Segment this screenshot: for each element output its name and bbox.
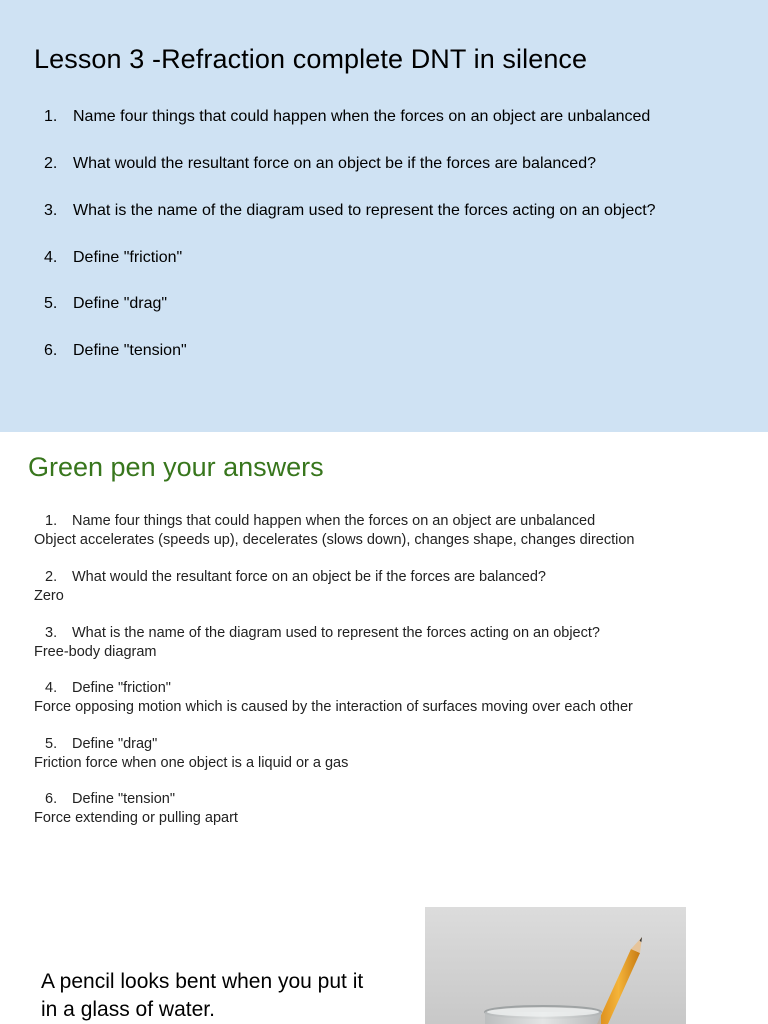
lesson-slide [0, 0, 768, 432]
question-item [44, 295, 167, 313]
pencil-glass-illustration [425, 907, 686, 1024]
answer-item [34, 568, 546, 606]
answers-slide [0, 432, 768, 872]
answer-text: Object accelerates (speeds up), decelerates (slows down), changes shape, changes direction [34, 532, 635, 548]
answer-item [34, 512, 634, 550]
question-number: 4. [44, 249, 58, 266]
question-item [44, 249, 182, 267]
answer-item [34, 790, 238, 828]
answer-text: Friction force when one object is a liquid or a gas [34, 755, 349, 771]
answer-number: 4. [45, 680, 58, 696]
answer-item [34, 735, 348, 773]
answer-question-text: Name four things that could happen when the forces on an object are unbalanced [72, 513, 596, 529]
question-number: 5. [44, 295, 58, 312]
answer-question [34, 679, 633, 697]
answer-question [34, 735, 348, 753]
answer-question [34, 624, 600, 642]
answer-item [34, 679, 633, 717]
refraction-slide [0, 872, 768, 1024]
answer-question-text: What would the resultant force on an object be if the forces are balanced? [72, 569, 546, 585]
caption-text: A pencil looks bent when you put it in a glass of water. [41, 970, 364, 1021]
answer-question-text: What is the name of the diagram used to represent the forces acting on an object? [72, 625, 600, 641]
question-number: 6. [44, 342, 58, 359]
question-text: What would the resultant force on an object be if the forces are balanced? [73, 155, 596, 172]
question-item [44, 202, 656, 220]
answer-text: Zero [34, 588, 64, 604]
question-number: 1. [44, 108, 58, 125]
answer-question-text: Define "tension" [72, 791, 175, 807]
answer-question [34, 568, 546, 586]
answer-number: 3. [45, 625, 58, 641]
answers-title: Green pen your answers [28, 452, 324, 482]
question-text: What is the name of the diagram used to represent the forces acting on an object? [73, 202, 656, 219]
answer-number: 1. [45, 513, 58, 529]
question-number: 3. [44, 202, 58, 219]
question-text: Name four things that could happen when the forces on an object are unbalanced [73, 108, 651, 125]
question-text: Define "tension" [73, 342, 187, 359]
answer-item [34, 624, 600, 662]
answer-number: 5. [45, 736, 58, 752]
answer-number: 6. [45, 791, 58, 807]
slide-title: Lesson 3 -Refraction complete DNT in silence [34, 44, 588, 74]
answer-text: Free-body diagram [34, 644, 157, 660]
question-text: Define "friction" [73, 249, 183, 266]
answer-question-text: Define "drag" [72, 736, 158, 752]
answer-question-text: Define "friction" [72, 680, 171, 696]
question-item [44, 108, 650, 126]
answer-number: 2. [45, 569, 58, 585]
question-item [44, 155, 596, 173]
question-text: Define "drag" [73, 295, 168, 312]
answer-text: Force extending or pulling apart [34, 810, 238, 826]
answer-question [34, 512, 634, 530]
pencil-in-glass-photo [425, 907, 686, 1024]
question-number: 2. [44, 155, 58, 172]
answer-question [34, 790, 238, 808]
question-item [44, 342, 187, 360]
answer-text: Force opposing motion which is caused by the interaction of surfaces moving over each other [34, 699, 633, 715]
